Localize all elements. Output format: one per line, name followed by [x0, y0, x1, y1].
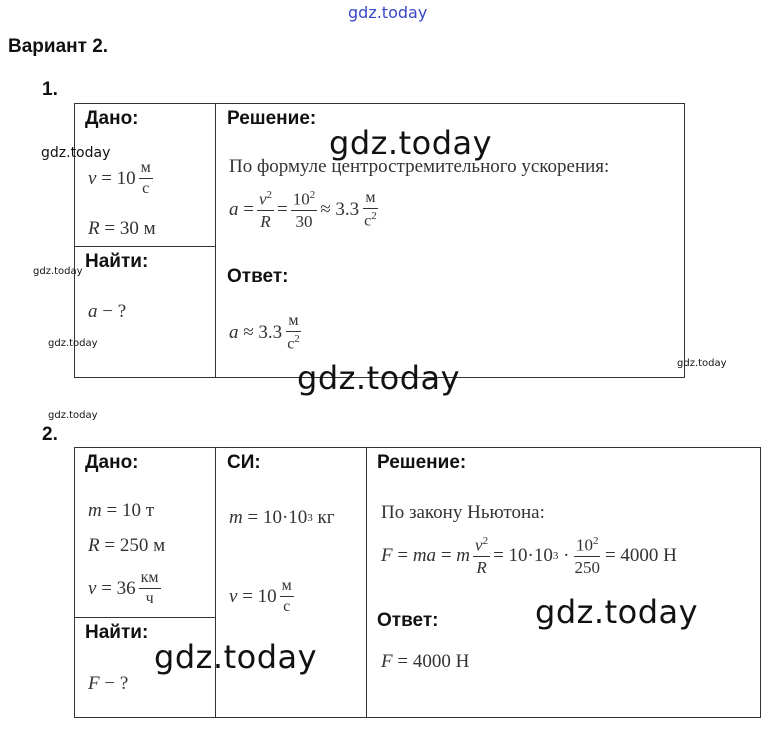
problem1-divider: [215, 103, 216, 377]
problem1-formula: a = $\frac{v^2}{R}$ = $\frac{10^2}{30}$ ≈ 3.3 $\frac{м}{с^2}$: [229, 189, 377, 231]
problem2-find: F − ?: [88, 673, 129, 694]
problem2-answer: F = 4000 Н: [381, 651, 470, 672]
watermark-big-3[interactable]: gdz.today: [535, 593, 699, 631]
problem1-given-v: v = 10 $\frac{м}{с}$: [88, 159, 151, 197]
problem2-answer-header: Ответ:: [377, 610, 439, 631]
problem2-given-R: R = 250 м: [88, 535, 166, 556]
watermark-tiny-1[interactable]: gdz.today: [33, 266, 83, 277]
problem2-given-m: m = 10 т: [88, 500, 155, 521]
problem1-solution-text: По формуле центростремительного ускорения:: [229, 156, 610, 177]
problem2-solution-header: Решение:: [377, 452, 467, 473]
problem2-divider-2: [366, 447, 367, 717]
problem1-find-header: Найти:: [85, 251, 149, 272]
problem1-number: 1.: [42, 79, 58, 100]
problem1-answer: a ≈ 3.3 $\frac{м}{с^2}$: [229, 312, 300, 353]
problem2-solution-text: По закону Ньютона:: [381, 502, 545, 523]
problem1-find: a − ?: [88, 301, 127, 322]
problem2-number: 2.: [42, 424, 58, 445]
problem1-given-header: Дано:: [85, 108, 139, 129]
problem2-formula: F = ma = m $\frac{v^2}{R}$ = 10·10 3 · $\frac{10^2}{250}$ = 4000 Н: [381, 535, 677, 577]
problem1-given-R: R = 30 м: [88, 218, 156, 239]
problem2-table: [74, 447, 761, 718]
problem2-find-header: Найти:: [85, 622, 149, 643]
problem2-given-header: Дано:: [85, 452, 139, 473]
watermark-small-1[interactable]: gdz.today: [41, 145, 111, 161]
watermark-big-4[interactable]: gdz.today: [154, 638, 318, 676]
watermark-tiny-3[interactable]: gdz.today: [677, 358, 727, 369]
problem2-given-v: v = 36 $\frac{км}{ч}$: [88, 569, 159, 607]
watermark-big-1[interactable]: gdz.today: [329, 124, 493, 162]
variant-title: Вариант 2.: [8, 36, 109, 57]
problem2-si-header: СИ:: [227, 452, 261, 473]
watermark-top[interactable]: gdz.today: [348, 3, 428, 22]
problem1-solution-header: Решение:: [227, 108, 317, 129]
problem2-given-divider: [74, 617, 216, 618]
watermark-big-2[interactable]: gdz.today: [297, 359, 461, 397]
problem2-si-m: m = 10·10 3 кг: [229, 507, 335, 528]
problem2-si-v: v = 10 $\frac{м}{с}$: [229, 577, 292, 615]
problem1-given-divider: [74, 246, 216, 247]
problem2-divider-1: [215, 447, 216, 717]
watermark-tiny-2[interactable]: gdz.today: [48, 338, 98, 349]
watermark-tiny-4[interactable]: gdz.today: [48, 410, 98, 421]
problem1-answer-header: Ответ:: [227, 266, 289, 287]
